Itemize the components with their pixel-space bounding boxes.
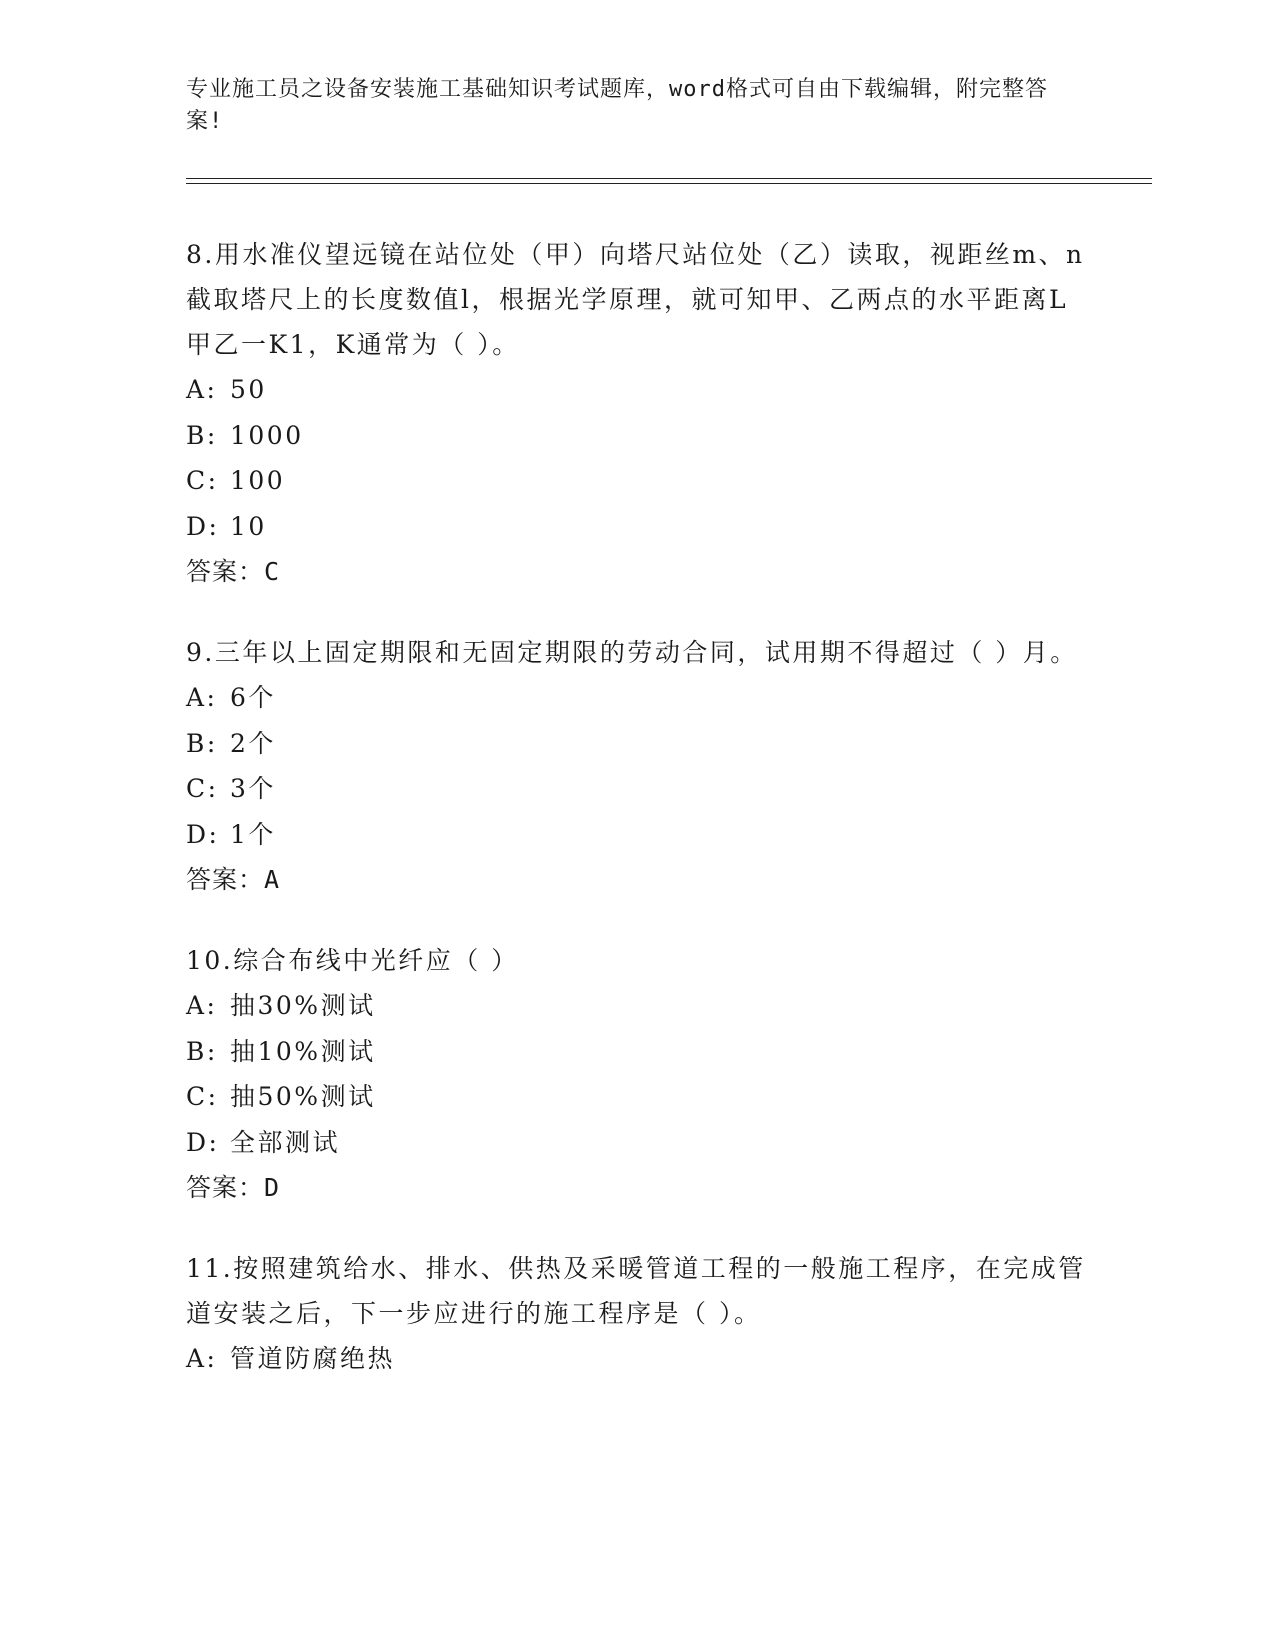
- option-letter: A:: [186, 991, 218, 1020]
- answer-line: 答案：D: [186, 1173, 281, 1202]
- option-letter: A:: [186, 683, 218, 712]
- option-text: 2个: [230, 728, 276, 758]
- question-text: 11.按照建筑给水、排水、供热及采暖管道工程的一般施工程序，在完成管道安装之后，下一步应进行的施工程序是（ ）。: [186, 1254, 1086, 1328]
- option-text: 3个: [230, 774, 276, 803]
- answer-line: 答案：A: [186, 865, 281, 894]
- question-text: 8.用水准仪望远镜在站位处（甲）向塔尺站位处（乙）读取，视距丝m、n截取塔尺上的长度数值l，根据光学原理，就可知甲、乙两点的水平距离L甲乙一K1，K通常为（ ）。: [186, 240, 1085, 359]
- option-c: [186, 458, 1086, 504]
- document-header: 专业施工员之设备安装施工基础知识考试题库，word格式可自由下载编辑，附完整答案!: [186, 77, 1048, 134]
- question-text: 9.三年以上固定期限和无固定期限的劳动合同，试用期不得超过（ ）月。: [186, 638, 1078, 667]
- option-text: 100: [230, 466, 286, 495]
- option-text: 10: [230, 511, 267, 541]
- option-text: 抽10%测试: [230, 1036, 376, 1066]
- option-text: 1000: [230, 420, 304, 450]
- option-text: 抽30%测试: [230, 991, 376, 1020]
- option-text: 管道防腐绝热: [230, 1344, 396, 1373]
- option-d: [186, 812, 1086, 858]
- option-d: [186, 504, 1086, 550]
- option-letter: A:: [186, 1344, 218, 1373]
- option-letter: D:: [186, 1127, 220, 1157]
- option-d: [186, 1120, 1086, 1166]
- option-a: [186, 1336, 1086, 1382]
- option-b: [186, 413, 1086, 459]
- option-letter: D:: [186, 819, 220, 849]
- option-a: [186, 675, 1086, 721]
- option-letter: B:: [186, 1036, 218, 1066]
- question-text: 10.综合布线中光纤应（ ）: [186, 946, 519, 975]
- option-a: [186, 983, 1086, 1029]
- option-letter: B:: [186, 420, 218, 450]
- option-text: 1个: [230, 819, 276, 849]
- option-letter: B:: [186, 728, 218, 758]
- option-c: [186, 1074, 1086, 1120]
- question-list: [186, 232, 1086, 1417]
- question-10: [186, 938, 1086, 1211]
- option-text: 6个: [230, 683, 276, 712]
- question-11: [186, 1246, 1086, 1382]
- option-letter: C:: [186, 466, 219, 495]
- option-c: [186, 766, 1086, 812]
- option-a: [186, 367, 1086, 413]
- answer-line: 答案：C: [186, 557, 281, 586]
- option-b: [186, 721, 1086, 767]
- question-9: [186, 630, 1086, 903]
- option-letter: A:: [186, 375, 218, 404]
- option-text: 全部测试: [230, 1127, 341, 1157]
- option-b: [186, 1029, 1086, 1075]
- option-letter: D:: [186, 511, 220, 541]
- question-8: [186, 232, 1086, 595]
- option-text: 50: [230, 375, 267, 404]
- option-letter: C:: [186, 774, 219, 803]
- option-letter: C:: [186, 1082, 219, 1111]
- option-text: 抽50%测试: [230, 1082, 376, 1111]
- header-divider: [186, 178, 1152, 184]
